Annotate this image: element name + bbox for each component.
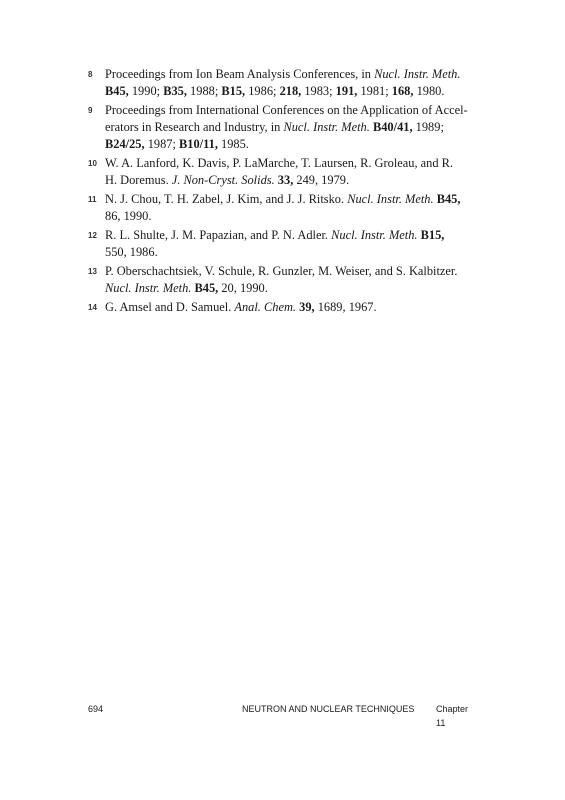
journal-title: Nucl. Instr. Meth.: [283, 120, 370, 134]
reference-segment: W. A. Lanford, K. Davis, P. LaMarche, T. Laursen, R. Groleau, and R. H. Doremus.: [105, 156, 454, 187]
reference-text: [105, 192, 460, 223]
reference-number: 12: [88, 231, 97, 240]
reference-text: [105, 300, 377, 314]
journal-title: Nucl. Instr. Meth.: [105, 281, 192, 295]
volume-number: B40/41,: [372, 120, 413, 134]
reference-text: [105, 67, 460, 98]
reference-segment: 550, 1986.: [105, 245, 158, 259]
volume-number: B45,: [194, 281, 219, 295]
reference-segment: 1689, 1967.: [314, 300, 377, 314]
reference-entry: [88, 191, 468, 225]
reference-text: [105, 228, 444, 259]
reference-segment: 1987;: [144, 137, 180, 151]
reference-segment: Proceedings from Ion Beam Analysis Conferences, in: [105, 67, 375, 81]
volume-number: 218,: [279, 84, 302, 98]
reference-list: [88, 66, 468, 318]
reference-entry: [88, 263, 468, 297]
reference-text: [105, 156, 453, 187]
reference-segment: 1989;: [412, 120, 444, 134]
volume-number: B24/25,: [105, 137, 145, 151]
reference-entry: [88, 299, 468, 316]
reference-segment: P. Oberschachtsiek, V. Schule, R. Gunzler, M. Weiser, and S. Kalbitzer.: [105, 264, 458, 278]
page-number: 694: [88, 704, 104, 714]
journal-title: Anal. Chem.: [234, 300, 297, 314]
journal-title: J. Non-Cryst. Solids.: [171, 173, 275, 187]
reference-segment: 1988;: [186, 84, 222, 98]
reference-segment: N. J. Chou, T. H. Zabel, J. Kim, and J. J. Ritsko.: [105, 192, 348, 206]
reference-segment: G. Amsel and D. Samuel.: [105, 300, 235, 314]
chapter-label: Chapter 11: [436, 704, 469, 728]
reference-number: 8: [88, 70, 93, 79]
reference-segment: 1983;: [301, 84, 336, 98]
page-footer: [88, 702, 469, 728]
volume-number: B45,: [436, 192, 461, 206]
reference-entry: [88, 102, 468, 153]
volume-number: B35,: [163, 84, 187, 98]
reference-segment: 1985.: [217, 137, 249, 151]
running-head: NEUTRON AND NUCLEAR TECHNIQUES: [242, 704, 415, 714]
volume-number: B10/11,: [179, 137, 218, 151]
volume-number: B45,: [105, 84, 129, 98]
reference-entry: [88, 227, 468, 261]
reference-number: 9: [88, 106, 93, 115]
reference-text: [105, 264, 457, 295]
reference-number: 11: [88, 195, 97, 204]
reference-segment: 20, 1990.: [218, 281, 268, 295]
reference-number: 14: [88, 303, 97, 312]
reference-segment: 1981;: [357, 84, 392, 98]
reference-segment: 1986;: [245, 84, 280, 98]
volume-number: 168,: [391, 84, 414, 98]
reference-number: 13: [88, 267, 97, 276]
volume-number: 33,: [277, 173, 294, 187]
volume-number: B15,: [420, 228, 445, 242]
volume-number: 39,: [299, 300, 315, 314]
reference-entry: [88, 66, 468, 100]
reference-segment: 86, 1990.: [105, 209, 152, 223]
reference-text: [105, 103, 468, 151]
reference-entry: [88, 155, 468, 189]
journal-title: Nucl. Instr. Meth.: [331, 228, 418, 242]
journal-title: Nucl. Instr. Meth.: [347, 192, 434, 206]
volume-number: 191,: [335, 84, 358, 98]
volume-number: B15,: [221, 84, 246, 98]
journal-title: Nucl. Instr. Meth.: [374, 67, 461, 81]
reference-segment: 1990;: [128, 84, 164, 98]
reference-segment: 1980.: [413, 84, 445, 98]
reference-number: 10: [88, 159, 97, 168]
reference-segment: 249, 1979.: [293, 173, 350, 187]
reference-segment: R. L. Shulte, J. M. Papazian, and P. N. Adler.: [105, 228, 332, 242]
reference-segment: Proceedings from International Conferences on the Application of Accel-erators in Research and Industry, in: [105, 103, 468, 134]
